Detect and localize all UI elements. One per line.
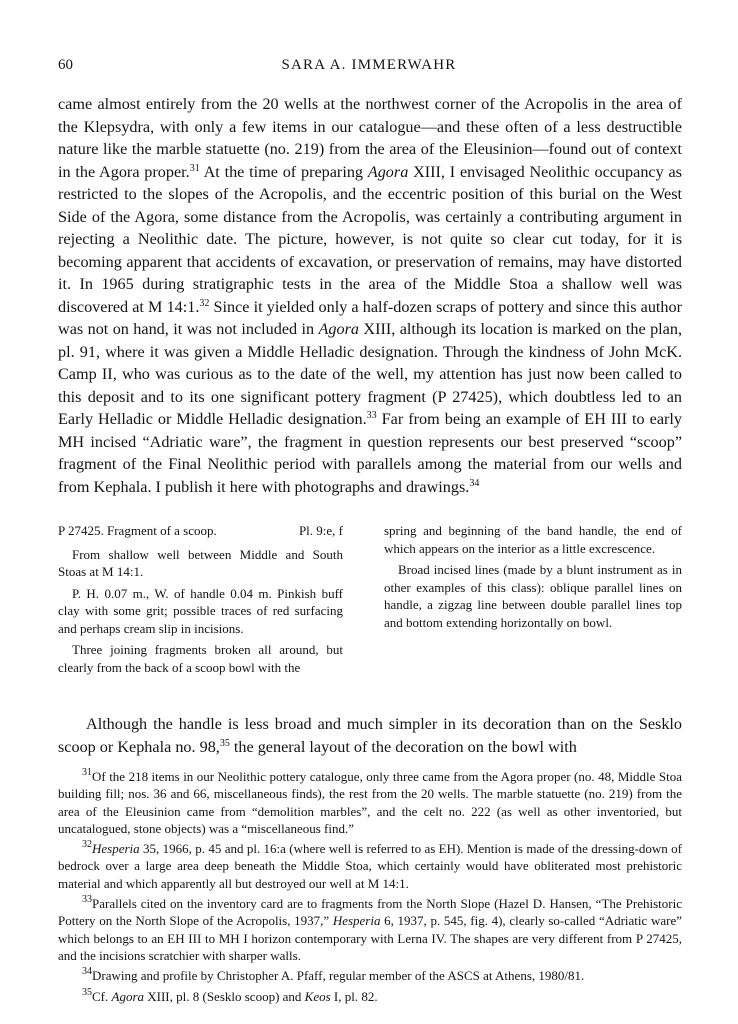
catalogue-title: P 27425. Fragment of a scoop. [58, 523, 217, 538]
footnote-number: 33 [82, 894, 92, 906]
catalogue-decoration: Broad incised lines (made by a blunt instrument as in other examples of this class): oblique parallel lines on handle, a zigzag line between double parallel lines top and bottom extending horizontally on bowl. [384, 562, 682, 630]
catalogue-plate-ref: Pl. 9:e, f [298, 523, 343, 538]
body-text-a: came almost entirely from the 20 wells at the northwest corner of the Acropolis in the area of the Klepsydra, with only a few items in our catalogue—and these often of a less destructible nature like the marble statuette (no. 219) from the area of the Eleusinion—found out of context in the Agora proper. [58, 95, 682, 181]
journal-italic: Hesperia [332, 913, 381, 929]
catalogue-dimensions: P. H. 0.07 m., W. of handle 0.04 m. Pinkish buff clay with some grit; possible traces of red surfacing and perhaps cream slip in incisions. [58, 585, 343, 636]
agora-italic: Agora [367, 162, 409, 181]
footnote-text: Parallels cited on the inventory card are to fragments from the North Slope (Hazel D. Hansen, “The Prehistoric Pottery on the North Slope of the Acropolis, 1937,” [58, 896, 682, 929]
body-text-c: XIII, I envisaged Neolithic occupancy as restricted to the slopes of the Acropolis, and the eccentric position of this burial on the West Side of the Agora, some distance from the Acropolis, was certainly a contributing argument in rejecting a Neolithic date. The picture, however, is not quite so clear cut today, for it is becoming apparent that accidents of excavation, or preservation of remains, may have distorted it. In 1965 during stratigraphic tests in the area of the Middle Stoa a shallow well was discovered at M 14:1. [58, 162, 682, 316]
footnote-33 [58, 895, 682, 964]
footnote-text: 6, 1937, p. 545, fig. 4), clearly so-called “Adriatic ware” which belongs to an EH III to MH I horizon contemporary with Lerna IV. The shapes are very different from P 27425, and the incisions scratchier with sharper walls. [58, 913, 682, 963]
body-text-b: At the time of preparing [199, 162, 368, 181]
footnote-text: I, pl. 82. [330, 988, 378, 1004]
catalogue-description-a: Three joining fragments broken all around, but clearly from the back of a scoop bowl with the [58, 642, 343, 675]
footnote-31 [58, 768, 682, 837]
footnote-text: Cf. [92, 988, 112, 1004]
page-number: 60 [58, 57, 73, 73]
body-text-e: XIII, although its location is marked on the plan, pl. 91, where it was given a Middle Helladic designation. Through the kindness of John McK. Camp II, who was curious as to the date of the well, my attention has just now been called to this deposit and to its one significant pottery fragment (P 27425), which doubtless led to an Early Helladic or Middle Helladic designation. [58, 320, 682, 428]
footnote-ref-31[interactable]: 31 [189, 162, 200, 174]
journal-italic: Hesperia [92, 841, 140, 857]
running-head: SARA A. IMMERWAHR [281, 57, 457, 73]
footnote-number: 32 [82, 839, 92, 851]
catalogue-description-b: spring and beginning of the band handle, the end of which appears on the interior as a little excrescence. [384, 523, 682, 556]
footnotes [58, 768, 682, 1008]
footnote-text: XIII, pl. 8 (Sesklo scoop) and [144, 988, 305, 1004]
catalogue-title-row [58, 522, 343, 540]
body-paragraph-2 [58, 713, 682, 758]
catalogue-left-column [58, 522, 343, 680]
footnote-ref-35[interactable]: 35 [219, 737, 230, 749]
footnote-text: Drawing and profile by Christopher A. Pfaff, regular member of the ASCS at Athens, 1980/81. [92, 968, 585, 984]
body2-text-b: the general layout of the decoration on the bowl with [229, 737, 577, 756]
footnote-34 [58, 967, 682, 984]
body-text-d: Since it yielded only a half-dozen scraps of pottery and since this author was not on hand, it was not included in [58, 297, 682, 338]
footnote-35 [58, 988, 682, 1005]
body-paragraph [58, 93, 682, 498]
catalogue-right-column [384, 522, 682, 635]
footnote-number: 34 [82, 966, 92, 978]
keos-italic: Keos [304, 988, 331, 1004]
footnote-text: 35, 1966, p. 45 and pl. 16:a (where well is referred to as EH). Mention is made of the dressing-down of bedrock over a large area deep beneath the Middle Stoa, which certainly would have obliterated most prehistoric material and which apparently all but destroyed our well at M 14:1. [58, 841, 682, 891]
footnote-ref-32[interactable]: 32 [199, 297, 210, 309]
footnote-32 [58, 840, 682, 892]
footnote-number: 31 [82, 767, 92, 778]
agora-italic: Agora [318, 320, 359, 338]
body-text-f: Far from being an example of EH III to early MH incised “Adriatic ware”, the fragment in question represents our best preserved “scoop” fragment of the Final Neolithic period with parallels among the material from our wells and from Kephala. I publish it here with photographs and drawings. [58, 410, 683, 496]
agora-italic: Agora [111, 988, 144, 1004]
footnote-ref-33[interactable]: 33 [366, 410, 377, 421]
catalogue-findspot: From shallow well between Middle and South Stoas at M 14:1. [58, 546, 343, 579]
footnote-number: 35 [82, 986, 92, 998]
body2-text-a: Although the handle is less broad and much simpler in its decoration than on the Sesklo scoop or Kephala no. 98, [58, 715, 682, 756]
footnote-ref-34[interactable]: 34 [469, 477, 480, 489]
footnote-text: Of the 218 items in our Neolithic pottery catalogue, only three came from the Agora proper (no. 48, Middle Stoa building fill; nos. 36 and 66, miscellaneous finds), the rest from the 20 wells. The marble statuette (no. 219) from the area of the Eleusinion came from “demolition marbles”, and the celt no. 222 (as well as other inventoried, but uncatalogued, stone objects) was a “miscellaneous find.” [58, 769, 682, 836]
page-header [58, 57, 680, 77]
